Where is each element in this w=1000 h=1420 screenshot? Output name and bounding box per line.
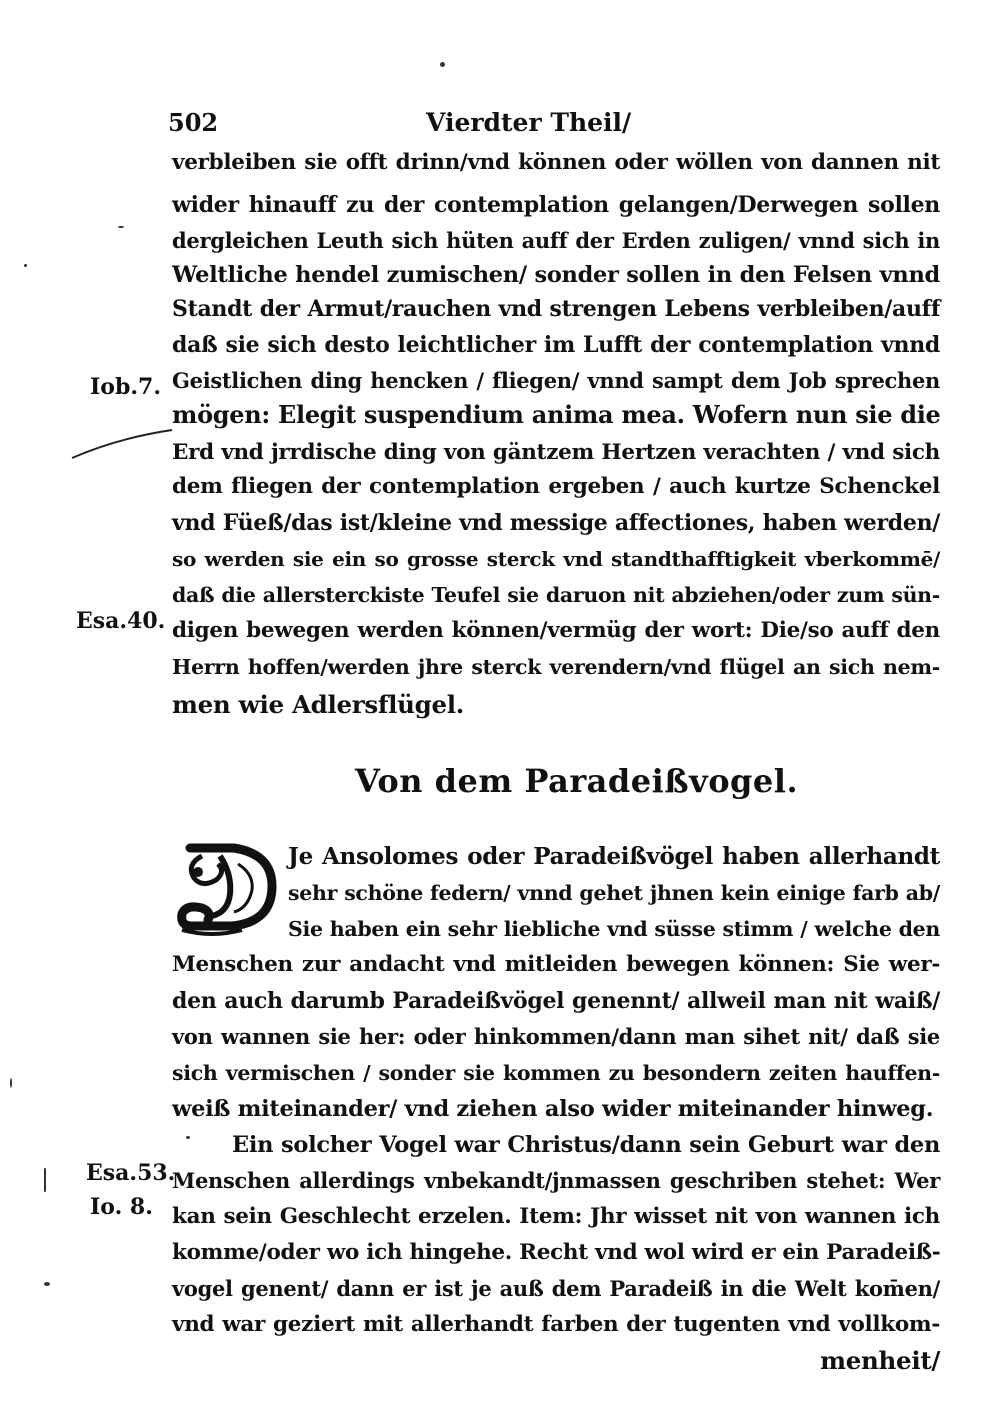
- text-line: den auch darumb Paradeißvögel genennt/ allweil man nit waiß/: [172, 988, 940, 1014]
- text-line: Weltliche hendel zumischen/ sonder sollen in den Felsen vnnd: [172, 262, 940, 288]
- margin-pen-stroke: [68, 420, 178, 464]
- scan-speck: [118, 226, 124, 228]
- text-line: Herrn hoffen/werden jhre sterck verendern/vnd flügel an sich nem-: [172, 655, 940, 679]
- text-line: kan sein Geschlecht erzelen. Item: Jhr wisset nit von wannen ich: [172, 1204, 940, 1229]
- margin-note-jo8: Io. 8.: [90, 1194, 153, 1220]
- page-number: 502: [168, 108, 219, 137]
- text-line: von wannen sie her: oder hinkommen/dann man sihet nit/ daß sie: [172, 1024, 940, 1049]
- text-line: Erd vnd jrrdische ding von gäntzem Hertzen verachten / vnd sich: [172, 440, 940, 465]
- text-line: vnd Füeß/das ist/kleine vnd messige affectiones, haben werden/: [172, 510, 940, 536]
- text-line: weiß miteinander/ vnd ziehen also wider miteinander hinweg.: [172, 1096, 934, 1122]
- text-line: men wie Adlersflügel.: [172, 690, 465, 719]
- text-line: menheit/: [820, 1346, 940, 1375]
- text-line: sehr schöne federn/ vnnd gehet jhnen kein einige farb ab/: [288, 881, 940, 905]
- scan-speck: [44, 1282, 50, 1286]
- text-line: Menschen zur andacht vnd mitleiden bewegen können: Sie wer-: [172, 952, 940, 977]
- text-line: digen bewegen werden können/vermüg der wort: Die/so auff den: [172, 618, 940, 643]
- decorated-initial: [172, 834, 280, 938]
- scan-speck: [186, 1136, 190, 1139]
- text-line: sich vermischen / sonder sie kommen zu besondern zeiten hauffen-: [172, 1061, 940, 1085]
- margin-note-job: Iob.7.: [90, 374, 161, 400]
- text-line: Je Ansolomes oder Paradeißvögel haben allerhandt: [288, 843, 940, 870]
- text-line: Standt der Armut/rauchen vnd strengen Lebens verbleiben/auff: [172, 296, 940, 322]
- margin-note-esa40: Esa.40.: [76, 608, 166, 634]
- text-line: Geistlichen ding hencken / fliegen/ vnnd sampt dem Job sprechen: [172, 368, 940, 393]
- text-line: daß sie sich desto leichtlicher im Lufft der contemplation vnnd: [172, 332, 940, 358]
- text-line: Menschen allerdings vnbekandt/jnmassen geschriben stehet: Wer: [172, 1168, 940, 1193]
- section-heading: Von dem Paradeißvogel.: [355, 762, 799, 800]
- text-line: so werden sie ein so grosse sterck vnd standthafftigkeit vberkommē/: [172, 547, 940, 571]
- page-header: [168, 108, 948, 142]
- text-line: dem fliegen der contemplation ergeben / auch kurtze Schenckel: [172, 474, 940, 499]
- margin-note-esa53: Esa.53.: [86, 1160, 176, 1186]
- text-line: daß die allersterckiste Teufel sie daruon nit abziehen/oder zum sün-: [172, 583, 940, 607]
- text-line: mögen: Elegit suspendium anima mea. Wofern nun sie die: [172, 400, 941, 429]
- text-line: Ein solcher Vogel war Christus/dann sein Geburt war den: [232, 1132, 940, 1158]
- text-line: Sie haben ein sehr liebliche vnd süsse stimm / welche den: [288, 917, 940, 941]
- text-line: komme/oder wo ich hingehe. Recht vnd wol wird er ein Paradeiß-: [172, 1240, 941, 1265]
- text-line: dergleichen Leuth sich hüten auff der Erden zuligen/ vnnd sich in: [172, 228, 940, 253]
- scan-speck: [44, 1168, 46, 1192]
- text-line: vogel genent/ dann er ist je auß dem Paradeiß in die Welt kom̄en/: [172, 1276, 940, 1301]
- scan-speck: [24, 264, 27, 267]
- running-title: Vierdter Theil/: [426, 108, 632, 137]
- text-line: verbleiben sie offt drinn/vnd können oder wöllen von dannen nit: [172, 150, 940, 175]
- text-line: wider hinauff zu der contemplation gelangen/Derwegen sollen: [172, 192, 940, 218]
- text-line: vnd war geziert mit allerhandt farben der tugenten vnd vollkom-: [172, 1312, 940, 1337]
- scan-speck: [440, 62, 445, 67]
- scan-speck: [10, 1078, 12, 1088]
